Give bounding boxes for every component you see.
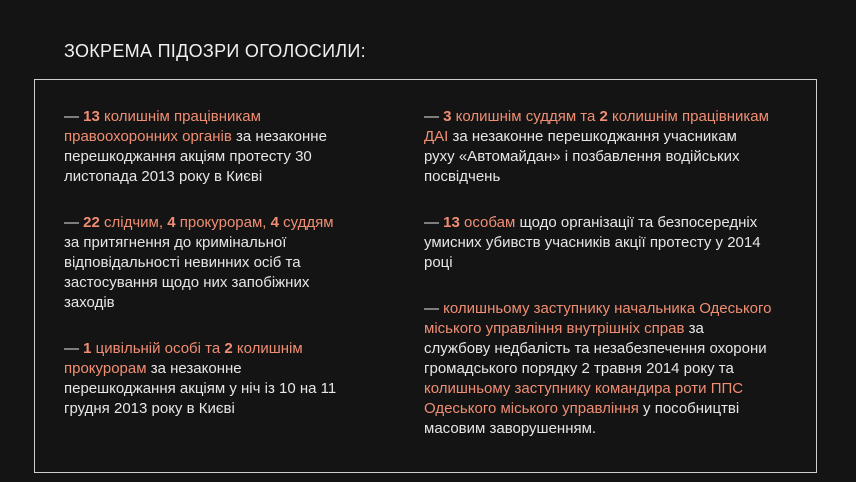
page-title: ЗОКРЕМА ПІДОЗРИ ОГОЛОСИЛИ: <box>64 41 366 61</box>
text-segment: за <box>684 320 704 337</box>
highlighted-text: колишньому заступнику начальника Одеського <box>443 300 772 317</box>
text-line <box>64 379 380 399</box>
list-item <box>64 339 380 419</box>
highlighted-text: 4 <box>167 214 176 231</box>
text-line <box>424 359 814 379</box>
text-line <box>64 293 380 313</box>
text-line <box>424 319 814 339</box>
text-segment: застосування щодо них запобіжних <box>64 274 310 291</box>
text-segment: перешкоджання акціям у ніч із 10 на 11 <box>64 380 337 397</box>
text-segment: за незаконне <box>146 360 242 377</box>
text-segment: — <box>64 108 84 125</box>
text-segment: листопада 2013 року в Києві <box>64 168 263 185</box>
text-segment: році <box>424 254 453 271</box>
text-line <box>64 233 380 253</box>
text-line <box>64 339 380 359</box>
text-segment: — <box>424 108 444 125</box>
highlighted-text: прокурорам, <box>175 214 271 231</box>
text-segment: перешкоджання акціям протесту 30 <box>64 148 312 165</box>
text-line <box>424 399 814 419</box>
text-line <box>424 233 814 253</box>
highlighted-text: прокурорам <box>64 360 147 377</box>
text-segment: службову недбалість та незабезпечення охорони <box>424 340 767 357</box>
highlighted-text: колишнім працівникам <box>607 108 769 125</box>
text-segment: заходів <box>64 294 115 311</box>
text-segment: умисних убивств учасників акції протесту у 2014 <box>424 234 761 251</box>
text-line <box>64 399 380 419</box>
text-line <box>424 379 814 399</box>
list-item <box>64 107 380 187</box>
text-segment: за притягнення до кримінальної <box>64 234 287 251</box>
highlighted-text: ДАІ <box>424 128 449 145</box>
right-column <box>424 107 814 465</box>
text-segment: — <box>64 214 84 231</box>
text-line <box>424 299 814 319</box>
highlighted-text: Одеського міського управління <box>424 400 639 417</box>
highlighted-text: колишнім <box>232 340 303 357</box>
highlighted-text: 2 <box>224 340 233 357</box>
highlighted-text: 3 <box>443 108 452 125</box>
text-line <box>64 127 380 147</box>
text-line <box>64 107 380 127</box>
text-segment: — <box>424 300 444 317</box>
list-item <box>424 213 814 273</box>
highlighted-text: міського управління внутрішніх справ <box>424 320 685 337</box>
highlighted-text: особам <box>459 214 516 231</box>
text-segment: руху «Автомайдан» і позбавлення водійських <box>424 148 740 165</box>
text-line <box>424 167 814 187</box>
left-column <box>64 107 380 445</box>
text-line <box>64 359 380 379</box>
highlighted-text: колишнім працівникам <box>99 108 261 125</box>
text-line <box>424 147 814 167</box>
text-segment: посвідчень <box>424 168 501 185</box>
highlighted-text: правоохоронних органів <box>64 128 232 145</box>
text-segment: — <box>424 214 444 231</box>
list-item <box>424 107 814 187</box>
text-line <box>424 253 814 273</box>
text-segment: за незаконне перешкоджання учасникам <box>448 128 737 145</box>
highlighted-text: колишньому заступнику командира роти ППС <box>424 380 744 397</box>
text-line <box>64 167 380 187</box>
text-segment: — <box>64 340 84 357</box>
text-segment: громадського порядку 2 травня 2014 року та <box>424 360 734 377</box>
highlighted-text: суддям <box>278 214 334 231</box>
highlighted-text: 13 <box>83 108 100 125</box>
text-segment: грудня 2013 року в Києві <box>64 400 235 417</box>
text-line <box>64 253 380 273</box>
highlighted-text: 22 <box>83 214 100 231</box>
list-item <box>424 299 814 439</box>
highlighted-text: 2 <box>599 108 608 125</box>
highlighted-text: слідчим, <box>99 214 168 231</box>
text-segment: за незаконне <box>231 128 327 145</box>
text-line <box>424 419 814 439</box>
highlighted-text: колишнім суддям та <box>451 108 600 125</box>
list-item <box>64 213 380 313</box>
text-line <box>424 213 814 233</box>
highlighted-text: 1 <box>83 340 92 357</box>
highlighted-text: 4 <box>270 214 279 231</box>
text-line <box>64 213 380 233</box>
text-line <box>424 127 814 147</box>
text-segment: щодо організації та безпосередніх <box>515 214 758 231</box>
text-line <box>64 147 380 167</box>
text-line <box>424 339 814 359</box>
highlighted-text: 13 <box>443 214 460 231</box>
text-line <box>64 273 380 293</box>
text-segment: у пособництві <box>638 400 740 417</box>
text-segment: масовим заворушенням. <box>424 420 597 437</box>
text-segment: відповідальності невинних осіб та <box>64 254 301 271</box>
highlighted-text: цивільній особі та <box>91 340 225 357</box>
text-line <box>424 107 814 127</box>
